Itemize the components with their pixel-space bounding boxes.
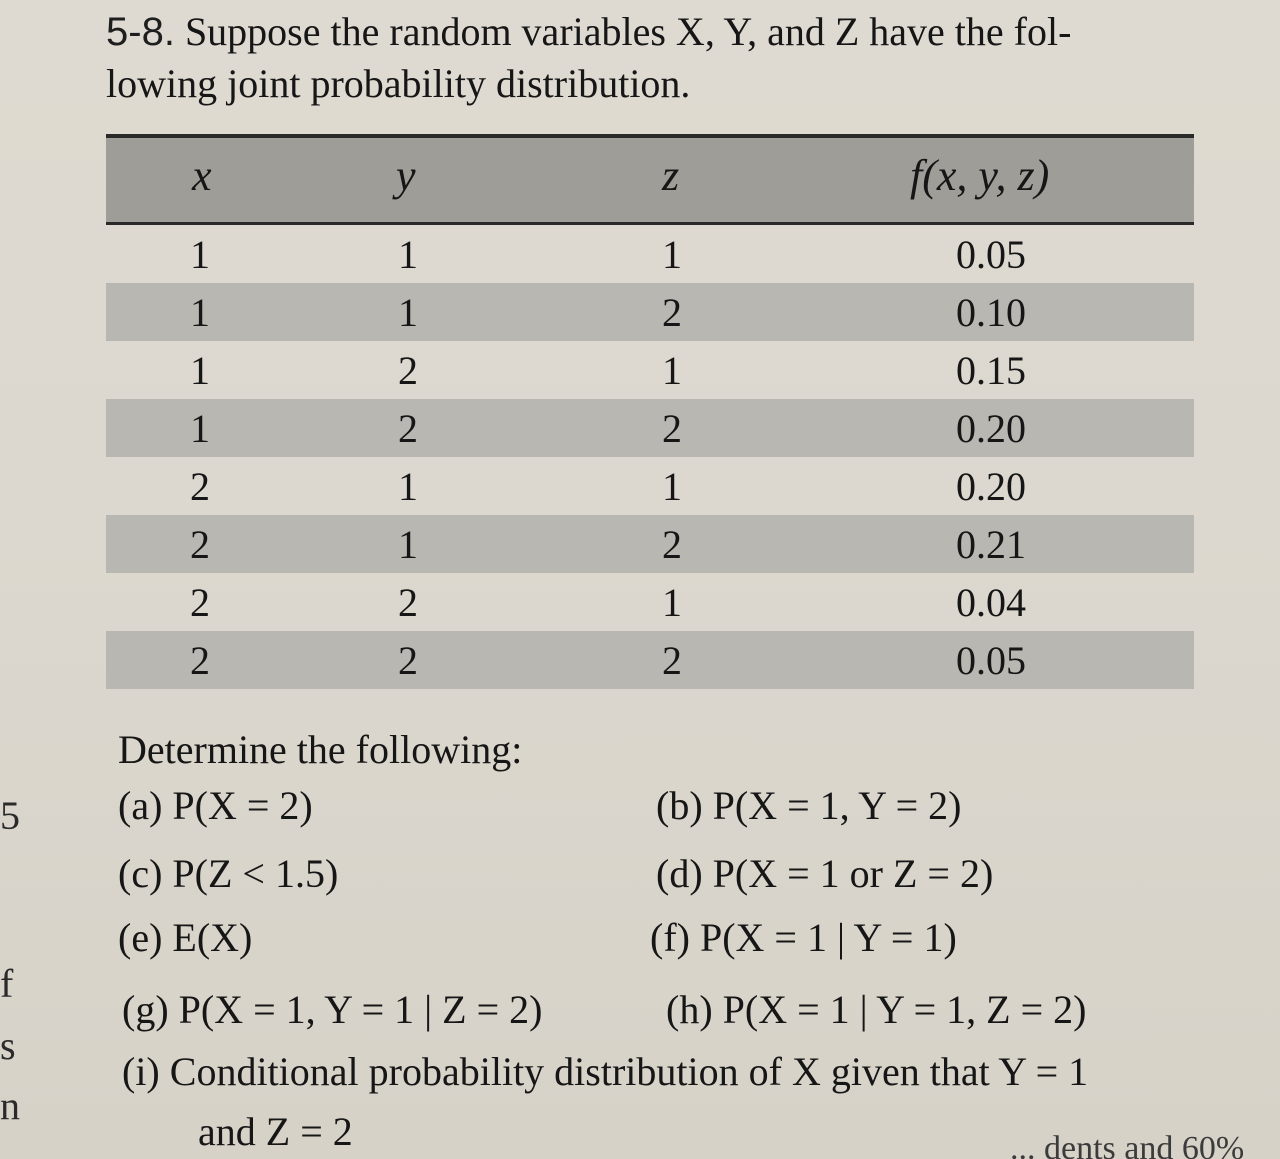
cell-z: 2: [662, 290, 682, 335]
table-row: [106, 573, 1194, 631]
question-i-continuation: and Z = 2: [198, 1109, 353, 1154]
question-b: [656, 778, 961, 834]
question-h-expr: P(X = 1 | Y = 1, Z = 2): [722, 987, 1087, 1032]
question-e-expr: E(X): [172, 915, 253, 960]
question-b-label: (b): [656, 783, 703, 828]
question-a: [118, 778, 313, 834]
cell-f: 0.04: [956, 580, 1026, 625]
cell-y: 2: [398, 406, 418, 451]
question-g-expr: P(X = 1, Y = 1 | Z = 2): [178, 987, 543, 1032]
margin-fragment-s: s: [0, 1023, 16, 1068]
cell-x: 2: [190, 638, 210, 683]
header-z: z: [662, 151, 680, 200]
question-i-label: (i): [122, 1049, 160, 1094]
cell-x: 1: [190, 232, 210, 277]
cell-f: 0.20: [956, 464, 1026, 509]
joint-distribution-table: [106, 134, 1194, 689]
question-g-label: (g): [122, 987, 169, 1032]
question-c: [118, 846, 338, 902]
cell-z: 1: [662, 464, 682, 509]
question-i: [122, 1044, 1088, 1100]
question-c-label: (c): [118, 851, 163, 896]
cell-x: 1: [190, 406, 210, 451]
cell-f: 0.05: [956, 638, 1026, 683]
cell-z: 1: [662, 580, 682, 625]
problem-text-1: Suppose the random variables X, Y, and Z have the fol-: [184, 9, 1072, 54]
problem-line-1: [106, 6, 1216, 58]
question-f-expr: P(X = 1 | Y = 1): [699, 915, 957, 960]
table-row: [106, 457, 1194, 515]
margin-fragment-5: 5: [0, 793, 20, 838]
cell-y: 2: [398, 348, 418, 393]
header-x: x: [192, 151, 212, 200]
cell-x: 1: [190, 290, 210, 335]
cell-f: 0.21: [956, 522, 1026, 567]
question-e-label: (e): [118, 915, 163, 960]
cell-y: 1: [398, 290, 418, 335]
cell-z: 2: [662, 406, 682, 451]
question-b-expr: P(X = 1, Y = 2): [712, 783, 962, 828]
question-e: [118, 910, 252, 966]
cell-z: 2: [662, 638, 682, 683]
cell-f: 0.20: [956, 406, 1026, 451]
questions-intro: Determine the following:: [118, 727, 523, 772]
cell-y: 1: [398, 232, 418, 277]
cell-f: 0.05: [956, 232, 1026, 277]
question-i-line1: Conditional probability distribution of X given that Y = 1: [169, 1049, 1089, 1094]
problem-statement: [106, 6, 1216, 110]
problem-line-2: lowing joint probability distribution.: [106, 61, 691, 106]
question-a-expr: P(X = 2): [172, 783, 313, 828]
cell-x: 2: [190, 464, 210, 509]
cell-f: 0.10: [956, 290, 1026, 335]
next-problem-fragment: ... dents and 60%: [1010, 1130, 1245, 1159]
table-row: [106, 225, 1194, 283]
question-f: [650, 910, 957, 966]
cell-y: 1: [398, 522, 418, 567]
cell-y: 2: [398, 638, 418, 683]
cell-y: 2: [398, 580, 418, 625]
header-f: f(x, y, z): [910, 151, 1050, 200]
question-d-expr: P(X = 1 or Z = 2): [712, 851, 994, 896]
cell-z: 1: [662, 348, 682, 393]
question-d-label: (d): [656, 851, 703, 896]
cell-f: 0.15: [956, 348, 1026, 393]
question-h: [666, 982, 1086, 1038]
cell-z: 2: [662, 522, 682, 567]
header-y: y: [396, 151, 416, 200]
cell-x: 2: [190, 580, 210, 625]
problem-number: 5-8.: [106, 10, 175, 54]
question-a-label: (a): [118, 783, 163, 828]
question-c-expr: P(Z < 1.5): [172, 851, 339, 896]
table-row: [106, 283, 1194, 341]
question-d: [656, 846, 993, 902]
cell-z: 1: [662, 232, 682, 277]
question-g: [122, 982, 542, 1038]
cell-x: 2: [190, 522, 210, 567]
table-row: [106, 515, 1194, 573]
margin-fragment-n: n: [0, 1083, 20, 1128]
question-h-label: (h): [666, 987, 713, 1032]
cell-y: 1: [398, 464, 418, 509]
margin-fragment-f: f: [0, 961, 14, 1006]
table-row: [106, 631, 1194, 689]
question-f-label: (f): [650, 915, 690, 960]
cell-x: 1: [190, 348, 210, 393]
table-header: [106, 134, 1194, 225]
table-row: [106, 341, 1194, 399]
table-row: [106, 399, 1194, 457]
